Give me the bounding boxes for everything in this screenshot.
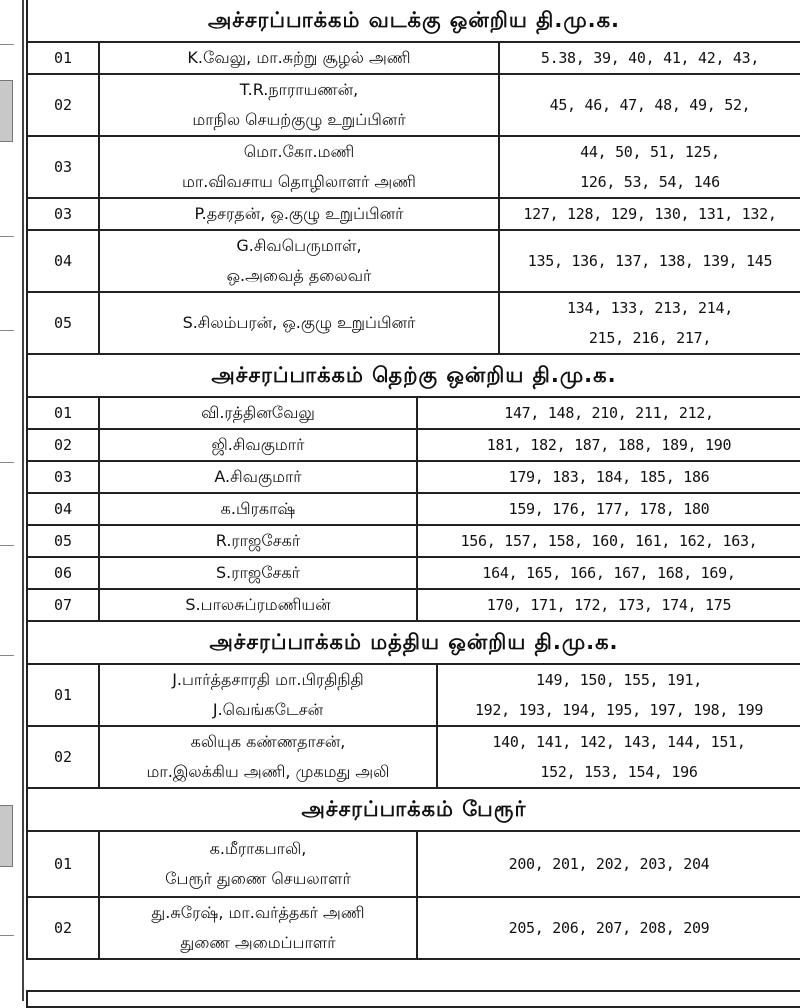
ward-numbers: 179, 183, 184, 185, 186 bbox=[508, 468, 710, 486]
row-number: 01 bbox=[28, 398, 100, 428]
ward-numbers: 164, 165, 166, 167, 168, 169, bbox=[482, 564, 736, 582]
row-number: 03 bbox=[28, 462, 100, 492]
table-row bbox=[28, 462, 800, 494]
member-name: S.சிலம்பரன், ஒ.குழு உறுப்பினர் bbox=[100, 293, 500, 353]
section-title-perur: அச்சரப்பாக்கம் பேரூர் bbox=[28, 787, 800, 832]
row-number: 02 bbox=[28, 898, 100, 958]
table-row bbox=[28, 75, 800, 137]
member-name: ஜி.சிவகுமார் bbox=[100, 430, 418, 460]
row-number: 06 bbox=[28, 558, 100, 588]
member-name: P.தசரதன், ஒ.குழு உறுப்பினர் bbox=[100, 199, 500, 229]
table-row bbox=[28, 590, 800, 620]
adjacent-page-edge bbox=[0, 0, 24, 1001]
ward-numbers: 149, 150, 155, 191, 192, 193, 194, 195, 197, 198, 199 bbox=[474, 671, 764, 719]
table-row bbox=[28, 665, 800, 727]
row-number: 04 bbox=[28, 231, 100, 291]
member-name: மொ.கோ.மணி மா.விவசாய தொழிலாளர் அணி bbox=[100, 137, 500, 197]
member-name: வி.ரத்தினவேலு bbox=[100, 398, 418, 428]
ward-numbers: 135, 136, 137, 138, 139, 145 bbox=[527, 252, 773, 270]
table-row bbox=[28, 727, 800, 787]
row-number: 05 bbox=[28, 526, 100, 556]
ward-allocation-table bbox=[26, 0, 800, 960]
section-title-south: அச்சரப்பாக்கம் தெற்கு ஒன்றிய தி.மு.க. bbox=[28, 353, 800, 398]
row-number: 01 bbox=[28, 665, 100, 725]
next-table-edge bbox=[26, 990, 800, 1008]
ward-numbers: 170, 171, 172, 173, 174, 175 bbox=[486, 596, 732, 614]
row-number: 07 bbox=[28, 590, 100, 620]
ward-numbers: 159, 176, 177, 178, 180 bbox=[508, 500, 710, 518]
row-number: 03 bbox=[28, 199, 100, 229]
section-title-north: அச்சரப்பாக்கம் வடக்கு ஒன்றிய தி.மு.க. bbox=[28, 0, 800, 43]
row-number: 03 bbox=[28, 137, 100, 197]
member-name: G.சிவபெருமாள், ஒ.அவைத் தலைவர் bbox=[100, 231, 500, 291]
table-row bbox=[28, 898, 800, 960]
ward-numbers: 156, 157, 158, 160, 161, 162, 163, bbox=[460, 532, 758, 550]
table-row bbox=[28, 526, 800, 558]
ward-numbers: 127, 128, 129, 130, 131, 132, bbox=[523, 205, 777, 223]
ward-numbers: 140, 141, 142, 143, 144, 151, 152, 153, 154, 196 bbox=[492, 733, 746, 781]
ward-numbers: 205, 206, 207, 208, 209 bbox=[508, 919, 710, 937]
ward-numbers: 200, 201, 202, 203, 204 bbox=[508, 855, 710, 873]
row-number: 02 bbox=[28, 430, 100, 460]
table-row bbox=[28, 293, 800, 353]
row-number: 02 bbox=[28, 727, 100, 787]
ward-numbers: 5.38, 39, 40, 41, 42, 43, bbox=[540, 49, 760, 67]
table-row bbox=[28, 558, 800, 590]
row-number: 02 bbox=[28, 75, 100, 135]
member-name: R.ராஜசேகர் bbox=[100, 526, 418, 556]
member-name: கலியுக கண்ணதாசன், மா.இலக்கிய அணி, முகமது அலி bbox=[100, 727, 438, 787]
table-row bbox=[28, 832, 800, 898]
member-name: J.பார்த்தசாரதி மா.பிரதிநிதி J.வெங்கடேசன் bbox=[100, 665, 438, 725]
ward-numbers: 147, 148, 210, 211, 212, bbox=[504, 404, 714, 422]
ward-numbers: 181, 182, 187, 188, 189, 190 bbox=[486, 436, 732, 454]
table-row bbox=[28, 137, 800, 199]
table-row bbox=[28, 494, 800, 526]
table-row bbox=[28, 398, 800, 430]
member-name: K.வேலு, மா.சுற்று சூழல் அணி bbox=[100, 43, 500, 73]
section-title-central: அச்சரப்பாக்கம் மத்திய ஒன்றிய தி.மு.க. bbox=[28, 620, 800, 665]
table-row bbox=[28, 43, 800, 75]
member-name: T.R.நாராயணன், மாநில செயற்குழு உறுப்பினர் bbox=[100, 75, 500, 135]
table-row bbox=[28, 430, 800, 462]
row-number: 01 bbox=[28, 43, 100, 73]
member-name: க.பிரகாஷ் bbox=[100, 494, 418, 524]
member-name: க.மீராகபாலி, பேரூர் துணை செயலாளர் bbox=[100, 832, 418, 896]
member-name: S.ராஜசேகர் bbox=[100, 558, 418, 588]
row-number: 05 bbox=[28, 293, 100, 353]
member-name: து.சுரேஷ், மா.வர்த்தகர் அணி துணை அமைப்பாளர் bbox=[100, 898, 418, 958]
row-number: 04 bbox=[28, 494, 100, 524]
ward-numbers: 45, 46, 47, 48, 49, 52, bbox=[549, 96, 751, 114]
member-name: A.சிவகுமார் bbox=[100, 462, 418, 492]
ward-numbers: 44, 50, 51, 125, 126, 53, 54, 146 bbox=[580, 143, 720, 191]
member-name: S.பாலசுப்ரமணியன் bbox=[100, 590, 418, 620]
table-row bbox=[28, 231, 800, 293]
table-row bbox=[28, 199, 800, 231]
ward-numbers: 134, 133, 213, 214, 215, 216, 217, bbox=[567, 299, 733, 347]
row-number: 01 bbox=[28, 832, 100, 896]
